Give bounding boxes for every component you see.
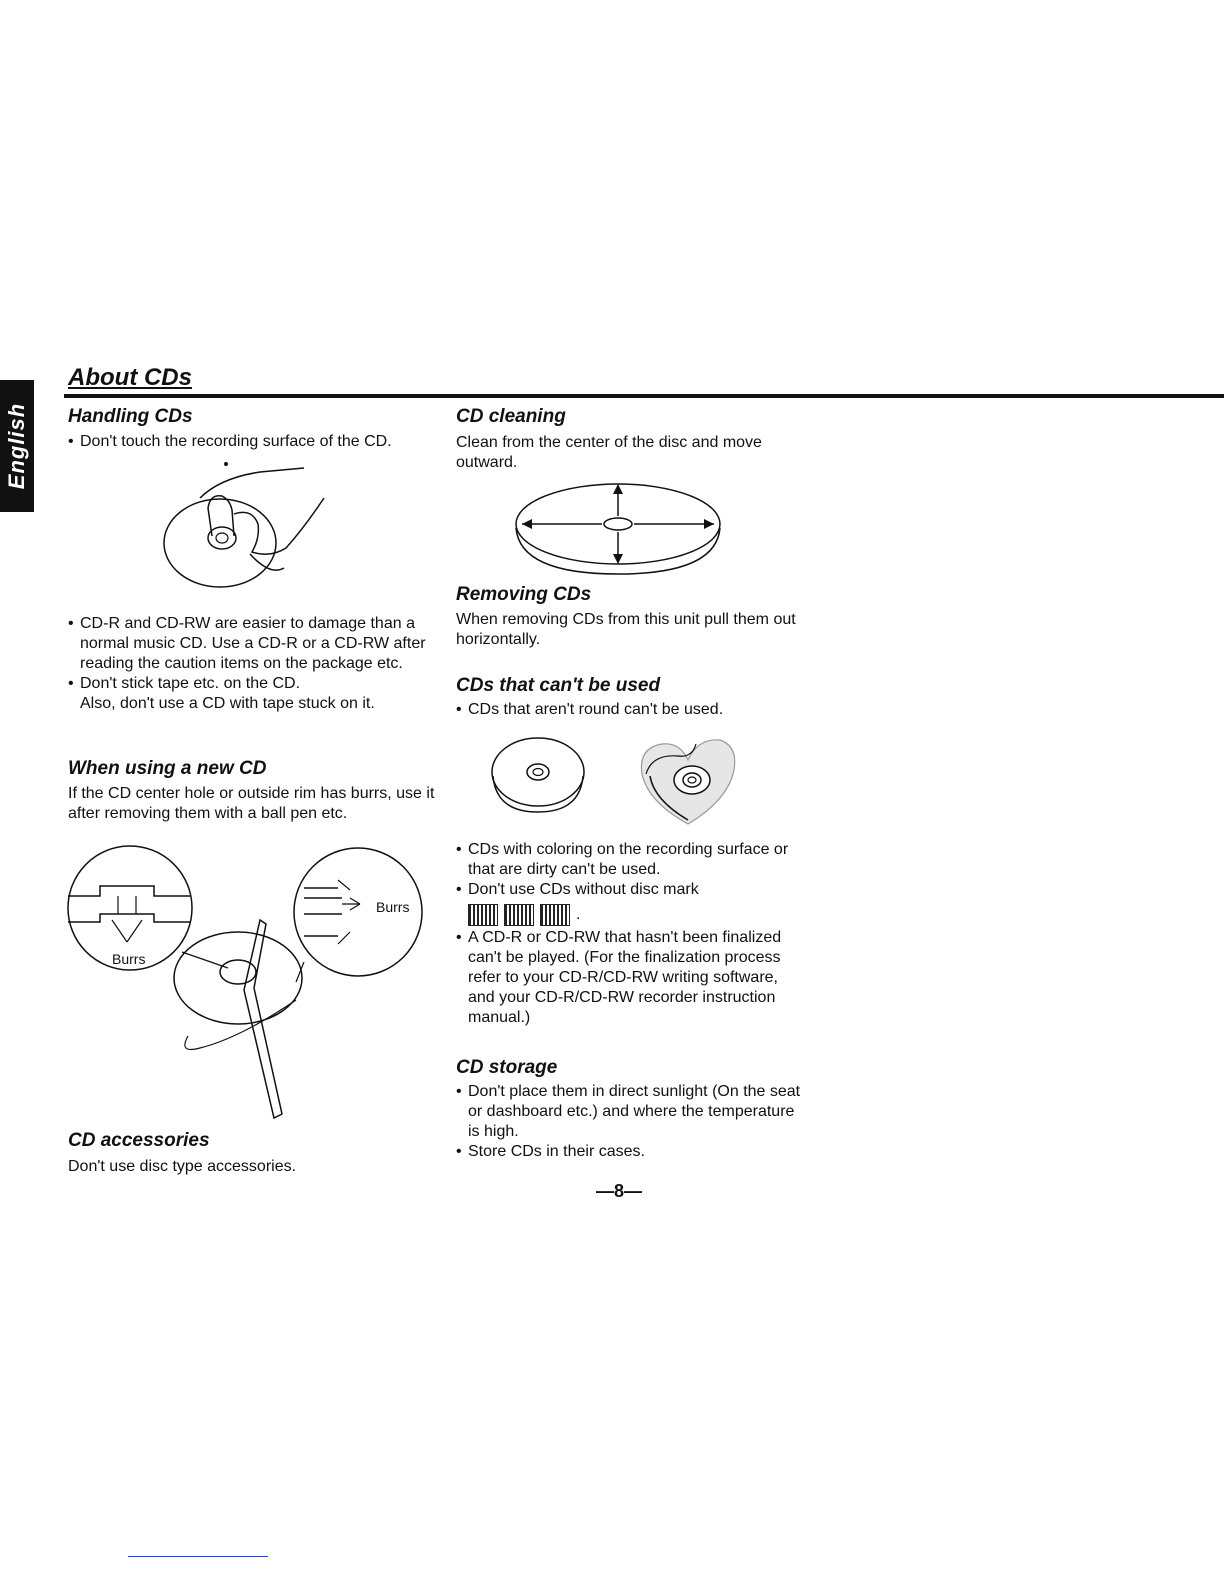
handling-bullet-3 [68,674,440,714]
page-title: About CDs [68,364,192,391]
heading-removing-cds: Removing CDs [456,584,592,605]
handling-bullet-1-block [68,432,440,452]
heading-cd-accessories: CD accessories [68,1130,210,1151]
cant-use-bullets-block [456,840,806,1028]
cant-use-bullet-1: • CDs that aren't round can't be used. [456,700,806,720]
language-tab [0,380,34,512]
new-cd-text: If the CD center hole or outside rim has burrs, use it after removing them with a ball pen etc. [68,785,435,822]
page-number: —8— [596,1181,643,1201]
compact-disc-rewritable-logo-icon [540,904,570,926]
round-disc-illustration [488,736,588,816]
cant-use-bullet-3 [456,880,806,926]
cleaning-text: Clean from the center of the disc and move outward. [456,434,762,471]
storage-bullet-1: • Don't place them in direct sunlight (On the seat or dashboard etc.) and where the temperature is high. [456,1082,806,1142]
burrs-label-right: Burrs [376,899,410,915]
cant-use-bullet-3-end: . [576,906,581,924]
cant-use-bullet-3-text: Don't use CDs without disc mark [468,881,699,898]
burrs-removal-illustration [60,840,440,1120]
handling-bullets-block [68,614,440,714]
cant-use-bullet-2: • CDs with coloring on the recording surface or that are dirty can't be used. [456,840,806,880]
storage-bullet-2: • Store CDs in their cases. [456,1142,806,1162]
heading-cds-cant-be-used: CDs that can't be used [456,675,661,696]
heading-when-using-new-cd: When using a new CD [68,758,267,779]
heading-cd-storage: CD storage [456,1057,558,1078]
cd-cleaning-illustration [510,478,730,578]
handling-bullet-2: • CD-R and CD-RW are easier to damage than a normal music CD. Use a CD-R or a CD-RW after reading the caution items on the package etc. [68,614,440,674]
handling-bullet-1: • Don't touch the recording surface of the CD. [68,432,440,452]
handling-bullet-3-line-2: Also, don't use a CD with tape stuck on it. [80,695,375,712]
compact-disc-recordable-logo-icon [504,904,534,926]
title-rule [64,394,1224,398]
heart-shaped-disc-illustration [632,724,742,834]
handling-bullet-3-line-1: • Don't stick tape etc. on the CD. [80,675,301,692]
footer-line [128,1556,268,1557]
storage-bullets-block [456,1082,806,1162]
burrs-label-left: Burrs [112,951,146,967]
compact-disc-logo-icon [468,904,498,926]
removing-text: When removing CDs from this unit pull them out horizontally. [456,611,796,648]
finger-on-disc-illustration [160,458,340,598]
cant-use-bullet-4: • A CD-R or CD-RW that hasn't been finalized can't be played. (For the finalization process refer to your CD-R/CD-RW writing software, and your CD-R/CD-RW recorder instruction manual.) [456,928,806,1028]
heading-cd-cleaning: CD cleaning [456,406,566,427]
heading-handling-cds: Handling CDs [68,406,193,427]
language-tab-label: English [4,402,29,490]
accessories-text: Don't use disc type accessories. [68,1158,297,1175]
